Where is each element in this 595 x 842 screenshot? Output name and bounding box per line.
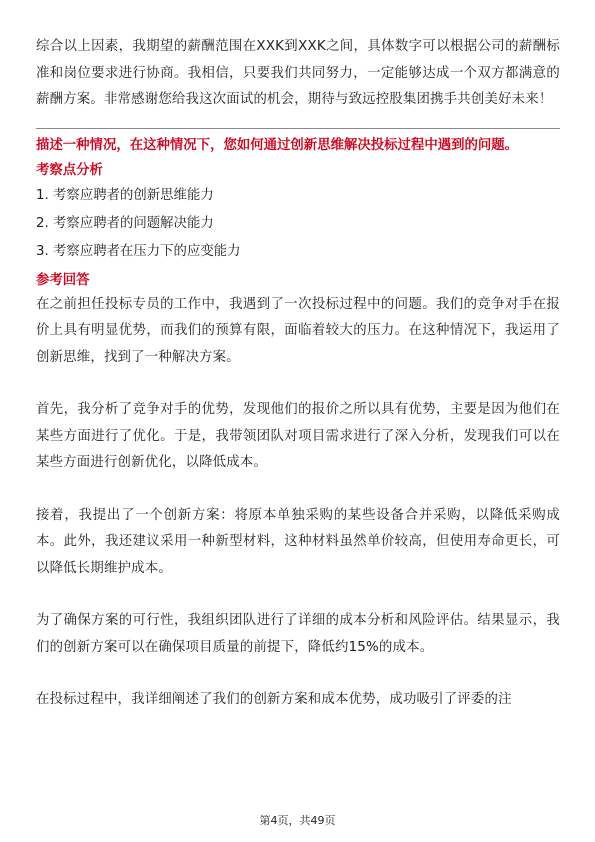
answer-paragraph: 首先，我分析了竞争对手的优势，发现他们的报价之所以具有优势，主要是因为他们在某些方面进行了优化。于是，我带领团队对项目需求进行了深入分析，发现我们可以在某些方面进行创新优化，以降低成本。: [36, 402, 560, 470]
answer-paragraph: 为了确保方案的可行性，我组织团队进行了详细的成本分析和风险评估。结果显示，我们的创新方案可以在确保项目质量的前提下，降低约15%的成本。: [36, 613, 560, 655]
page-content: [36, 34, 560, 740]
intro-paragraph: 综合以上因素，我期望的薪酬范围在XXK到XXK之间，具体数字可以根据公司的薪酬标准和岗位要求进行协商。我相信，只要我们共同努力，一定能够达成一个双方都满意的薪酬方案。非常感谢您给我这次面试的机会，期待与致远控股集团携手共创美好未来！: [36, 39, 560, 107]
answer-paragraph: 在之前担任投标专员的工作中，我遇到了一次投标过程中的问题。我们的竞争对手在报价上具有明显优势，而我们的预算有限，面临着较大的压力。在这种情况下，我运用了创新思维，找到了一种解决方案。: [36, 296, 560, 365]
page-number-footer: 第4页，共49页: [259, 814, 336, 827]
analysis-item: 2. 考察应聘者的问题解决能力: [36, 215, 214, 231]
analysis-item: 1. 考察应聘者的创新思维能力: [36, 187, 214, 203]
question-heading: 描述一种情况，在这种情况下，您如何通过创新思维解决投标过程中遇到的问题。: [36, 137, 519, 153]
analysis-title: 考察点分析: [36, 162, 103, 178]
answer-paragraph: 在投标过程中，我详细阐述了我们的创新方案和成本优势，成功吸引了评委的注: [36, 692, 512, 707]
answer-title: 参考回答: [36, 272, 90, 288]
answer-paragraph: 接着，我提出了一个创新方案：将原本单独采购的某些设备合并采购，以降低采购成本。此外，我还建议采用一种新型材料，这种材料虽然单价较高，但使用寿命更长，可以降低长期维护成本。: [36, 507, 560, 576]
analysis-item: 3. 考察应聘者在压力下的应变能力: [36, 243, 241, 259]
section-divider: [36, 128, 560, 129]
